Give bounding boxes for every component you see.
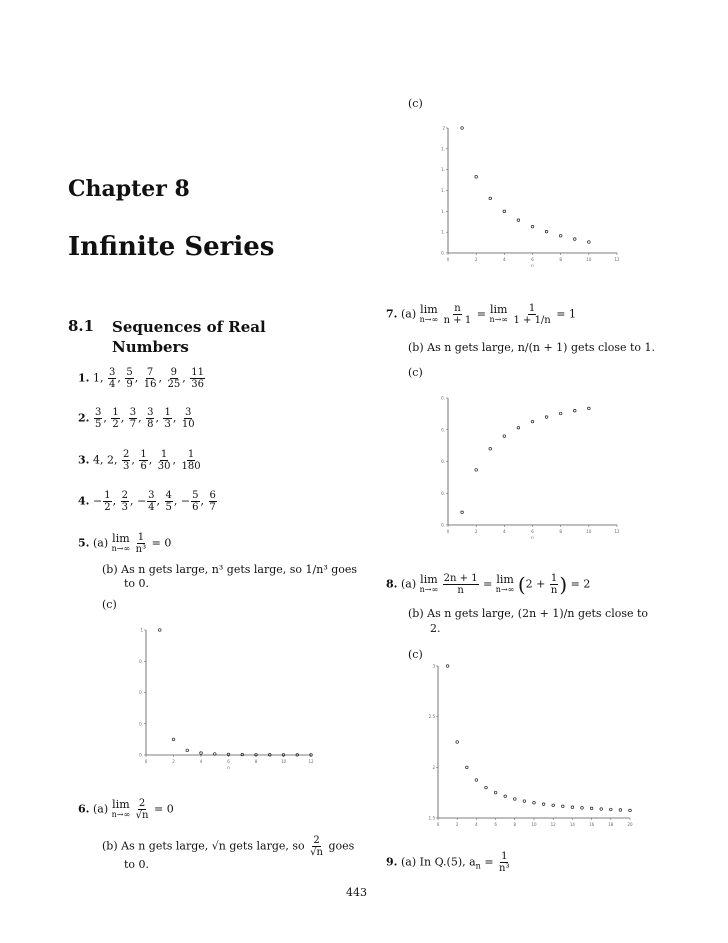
part-label: (c)	[408, 97, 423, 110]
data-point	[629, 809, 632, 812]
data-point	[573, 409, 576, 412]
lim-sub: n→∞	[489, 314, 508, 324]
data-point	[533, 802, 536, 805]
frac-den: 4	[148, 502, 155, 513]
problem-5b	[102, 563, 357, 577]
x-tick-label: 10	[586, 529, 592, 534]
frac-num: 3	[147, 407, 154, 418]
frac-den: 180	[181, 461, 201, 472]
data-point	[571, 806, 574, 809]
frac-num: 7	[146, 367, 154, 378]
frac-num: 2	[121, 490, 128, 501]
data-point	[200, 752, 203, 755]
frac-den: 3	[164, 419, 171, 430]
data-point	[610, 808, 613, 811]
subscript: n	[475, 861, 481, 871]
lim-sub: n→∞	[419, 584, 439, 594]
frac-num: 1	[140, 449, 147, 460]
x-tick-label: 2	[474, 529, 478, 534]
lim-text: lim	[112, 531, 130, 545]
equals: = 2	[570, 577, 591, 591]
part-label: (a)	[400, 855, 417, 869]
y-tick-label: 1.5	[428, 815, 435, 821]
frac-den: 1 + 1/n	[513, 315, 551, 326]
problem-7a	[386, 303, 576, 326]
problem-number: 4.	[78, 494, 90, 508]
frac-num: 2	[138, 798, 146, 809]
x-tick-label: 0	[144, 759, 148, 764]
y-tick-label: 0.	[441, 459, 445, 464]
equals: =	[476, 307, 486, 321]
x-tick-label: 18	[608, 822, 614, 827]
plot-7	[424, 390, 624, 542]
problem-number: 3.	[78, 453, 90, 467]
y-tick-label: 1.	[441, 146, 445, 152]
problem-7b	[408, 341, 655, 355]
frac-num: 5	[192, 490, 199, 501]
x-axis-label: n	[531, 535, 534, 540]
part-label: (c)	[102, 598, 117, 611]
frac-den: n³	[499, 863, 510, 874]
answer-text: In Q.(5), a	[419, 855, 476, 869]
x-tick-label: 0	[446, 257, 450, 262]
x-tick-label: 6	[531, 529, 534, 534]
part-label: (c)	[408, 366, 423, 379]
y-tick-label: 0.	[139, 752, 143, 758]
x-tick-label: 10	[531, 822, 537, 827]
problem-5a	[78, 532, 171, 555]
equals: =	[484, 855, 494, 869]
x-tick-label: 0	[436, 822, 440, 827]
frac-den: 5	[94, 419, 102, 430]
answer-text: to 0.	[124, 577, 150, 590]
frac-den: 8	[147, 419, 154, 430]
y-tick-label: 1.	[441, 188, 445, 193]
frac-num: 3	[129, 407, 137, 418]
part-label: (b)	[102, 563, 118, 576]
problem-number: 6.	[78, 802, 90, 816]
x-tick-label: 2	[455, 822, 459, 827]
part-label: (a)	[92, 802, 109, 816]
x-tick-label: 2	[172, 759, 175, 764]
problem-number: 1.	[78, 371, 90, 385]
chapter-heading: Chapter 8	[68, 176, 190, 202]
answer-text: 2.	[430, 622, 441, 635]
frac-den: √n	[310, 847, 323, 858]
lim-sub: n→∞	[419, 314, 439, 324]
answer-text: As n gets large, √n gets large, so	[121, 839, 305, 853]
x-axis-label: n	[227, 765, 230, 770]
x-tick-label: 20	[627, 822, 633, 827]
data-point	[581, 807, 584, 810]
frac-den: 4	[108, 379, 116, 390]
y-tick-label: 3	[432, 663, 435, 669]
x-tick-label: 8	[559, 529, 562, 534]
problem-6b	[102, 835, 354, 858]
y-tick-label: 2	[432, 764, 435, 770]
x-tick-label: 6	[227, 759, 230, 764]
data-point	[517, 426, 520, 429]
x-tick-label: 14	[569, 822, 575, 827]
lead-terms: 4, 2,	[92, 453, 118, 467]
data-point	[545, 230, 548, 233]
x-tick-label: 8	[513, 822, 517, 827]
frac-den: 30	[157, 461, 171, 472]
y-tick-label: 0.	[441, 522, 445, 528]
data-point	[485, 786, 488, 789]
x-tick-label: 12	[550, 822, 556, 827]
frac-den: √n	[135, 810, 149, 821]
data-point	[186, 749, 189, 752]
problem-number: 5.	[78, 536, 90, 550]
x-axis-label: n	[531, 263, 534, 268]
frac-den: n	[550, 585, 558, 596]
problem-number: 7.	[386, 307, 398, 321]
part-label: (a)	[400, 577, 417, 591]
problem-8a: 8. (a) lim n→∞ $\frac{2n + 1}{n}$ = lim n→∞ (2 + $\frac{1}{n}$ ) = 2	[386, 572, 591, 597]
lim-text: lim	[420, 572, 438, 586]
data-point	[552, 804, 555, 807]
equals: =	[483, 577, 493, 591]
plot-5	[126, 622, 326, 772]
data-point	[531, 225, 534, 228]
problem-number: 8.	[386, 577, 398, 591]
equals: = 1	[556, 307, 576, 321]
x-tick-label: 4	[199, 759, 203, 764]
data-point	[456, 741, 459, 744]
data-point	[619, 809, 622, 812]
frac-num: 1	[550, 573, 558, 584]
x-tick-label: 12	[308, 759, 314, 764]
data-point	[503, 435, 506, 438]
y-tick-label: 1.	[441, 229, 445, 235]
data-point	[517, 219, 520, 222]
y-tick-label: 1.	[441, 167, 445, 173]
data-point	[446, 665, 449, 668]
frac-den: 5	[165, 502, 172, 513]
frac-den: 6	[192, 502, 199, 513]
plot-6	[424, 118, 624, 273]
frac-num: 2	[122, 449, 130, 460]
frac-den: n	[457, 585, 464, 596]
x-tick-label: 8	[559, 257, 562, 262]
answer-text: goes	[328, 839, 355, 853]
part-label: (a)	[400, 307, 417, 321]
x-tick-label: 0	[446, 529, 450, 534]
problem-4: 4. − $\frac{1}{2}$ , $\frac{2}{3}$ , − $\frac{3}{4}$ , $\frac{4}{5}$ , − $\frac{5}{6}$ , $\frac{6}{7}$	[78, 490, 216, 513]
frac-den: 25	[167, 379, 181, 390]
frac-num: 1	[137, 532, 145, 543]
data-point	[545, 416, 548, 419]
y-tick-label: 0.	[139, 658, 143, 664]
data-point	[588, 241, 591, 244]
frac-num: 1	[104, 490, 111, 501]
data-point	[475, 176, 478, 179]
frac-den: 2	[112, 419, 119, 430]
frac-num: 6	[209, 490, 216, 501]
equals: = 0	[153, 802, 174, 816]
data-point	[559, 412, 562, 415]
frac-num: 5	[126, 367, 133, 378]
data-point	[559, 234, 562, 237]
lim-sub: n→∞	[111, 543, 131, 553]
y-tick-label: 0.	[441, 427, 445, 433]
frac-num: 1	[160, 449, 168, 460]
frac-num: 9	[170, 367, 178, 378]
x-tick-label: 4	[503, 529, 506, 534]
frac-den: 3	[122, 461, 130, 472]
problem-2: 2. $\frac{3}{5}$ , $\frac{1}{2}$ , $\frac{3}{7}$ , $\frac{3}{8}$ , $\frac{1}{3}$ , $\frac{3}{10}$	[78, 407, 195, 430]
lim-text: lim	[496, 572, 514, 586]
frac-num: 11	[191, 367, 204, 378]
y-tick-label: 0.	[441, 490, 445, 496]
equals: = 0	[151, 536, 172, 550]
data-point	[489, 197, 492, 200]
data-point	[494, 791, 497, 794]
frac-num: 1	[164, 407, 171, 418]
frac-num: 3	[108, 367, 116, 378]
lim-sub: n→∞	[111, 809, 131, 819]
data-point	[503, 210, 506, 213]
x-tick-label: 6	[531, 257, 534, 262]
data-point	[588, 407, 591, 410]
x-tick-label: 16	[589, 822, 595, 827]
data-point	[158, 629, 161, 632]
part-label: (a)	[92, 536, 109, 550]
data-point	[523, 800, 526, 803]
frac-den: 7	[209, 502, 216, 513]
data-point	[600, 808, 603, 811]
answer-text: As n gets large, n/(n + 1) gets close to 1.	[427, 341, 656, 354]
lim-sub: n→∞	[495, 584, 515, 594]
lim-text: lim	[420, 302, 438, 316]
frac-den: 2	[104, 502, 111, 513]
frac-den: 16	[143, 379, 157, 390]
lim-text: lim	[489, 302, 508, 316]
data-point	[542, 803, 545, 806]
y-tick-label: 0.	[139, 721, 143, 727]
data-point	[531, 420, 534, 423]
data-point	[461, 511, 464, 514]
chapter-title: Infinite Series	[68, 232, 275, 262]
data-point	[475, 469, 478, 472]
problem-number: 9.	[386, 855, 398, 869]
frac-den: 6	[140, 461, 147, 472]
frac-den: 3	[121, 502, 128, 513]
data-point	[489, 448, 492, 451]
part-label: (b)	[408, 607, 424, 620]
y-tick-label: 2	[442, 125, 445, 131]
y-tick-label: 0.	[441, 250, 445, 256]
x-tick-label: 10	[280, 759, 287, 764]
x-tick-label: 4	[503, 257, 506, 262]
answer-text: As n gets large, n³ gets large, so 1/n³ goes	[121, 563, 358, 576]
frac-num: 3	[94, 407, 102, 418]
frac-den: 9	[126, 379, 133, 390]
y-tick-label: 1	[140, 627, 143, 633]
y-tick-label: 0.	[441, 395, 445, 401]
data-point	[466, 766, 469, 769]
problem-3: 3. 4, 2, $\frac{2}{3}$ , $\frac{1}{6}$ , $\frac{1}{30}$ , $\frac{1}{180}$	[78, 449, 201, 472]
frac-den: 7	[129, 419, 137, 430]
lead-terms: 1,	[92, 371, 104, 385]
lim-text: lim	[112, 797, 130, 811]
frac-den: 10	[181, 419, 195, 430]
x-tick-label: 10	[586, 257, 592, 262]
data-point	[562, 805, 565, 808]
section-number: 8.1	[68, 317, 95, 335]
frac-num: 2	[313, 835, 320, 846]
problem-9a	[386, 851, 512, 874]
x-tick-label: 12	[614, 529, 620, 534]
frac-num: 4	[165, 490, 172, 501]
frac-num: 1	[112, 407, 119, 418]
frac-den: n + 1	[443, 315, 472, 326]
x-tick-label: 6	[494, 822, 497, 827]
frac-num: 3	[148, 490, 155, 501]
data-point	[590, 807, 593, 810]
part-label: (b)	[408, 341, 424, 354]
data-point	[475, 779, 478, 782]
x-tick-label: 12	[614, 257, 620, 262]
part-label: (c)	[408, 648, 423, 661]
x-tick-label: 2	[474, 257, 478, 262]
plot-8	[420, 658, 640, 828]
frac-num: n	[454, 303, 461, 314]
data-point	[573, 238, 576, 241]
y-tick-label: 2.5	[428, 714, 435, 720]
x-tick-label: 8	[254, 759, 258, 764]
data-point	[514, 798, 517, 801]
data-point	[461, 127, 464, 130]
answer-text: to 0.	[124, 858, 150, 871]
problem-1: 1. 1, $\frac{3}{4}$ , $\frac{5}{9}$ , $\frac{7}{16}$ , $\frac{9}{25}$ , $\frac{11}{36}$	[78, 367, 204, 390]
problem-6a	[78, 798, 174, 821]
problem-8b	[408, 607, 648, 621]
paren-term: 2 +	[525, 577, 546, 591]
data-point	[504, 795, 507, 798]
x-tick-label: 4	[475, 822, 478, 827]
frac-num: 1	[501, 851, 508, 862]
frac-num: 1	[528, 303, 536, 314]
section-title: Sequences of Real Numbers	[112, 318, 266, 356]
frac-num: 2n + 1	[443, 573, 478, 584]
answer-text: As n gets large, (2n + 1)/n gets close to	[427, 607, 649, 620]
frac-num: 3	[185, 407, 192, 418]
frac-num: 1	[187, 449, 195, 460]
y-tick-label: 1.	[441, 208, 445, 214]
page-number: 443	[346, 886, 367, 899]
problem-number: 2.	[78, 411, 90, 425]
y-tick-label: 0.	[139, 690, 143, 695]
part-label: (b)	[102, 839, 118, 853]
frac-den: 36	[191, 379, 204, 390]
frac-den: n³	[135, 544, 147, 555]
data-point	[172, 738, 175, 741]
